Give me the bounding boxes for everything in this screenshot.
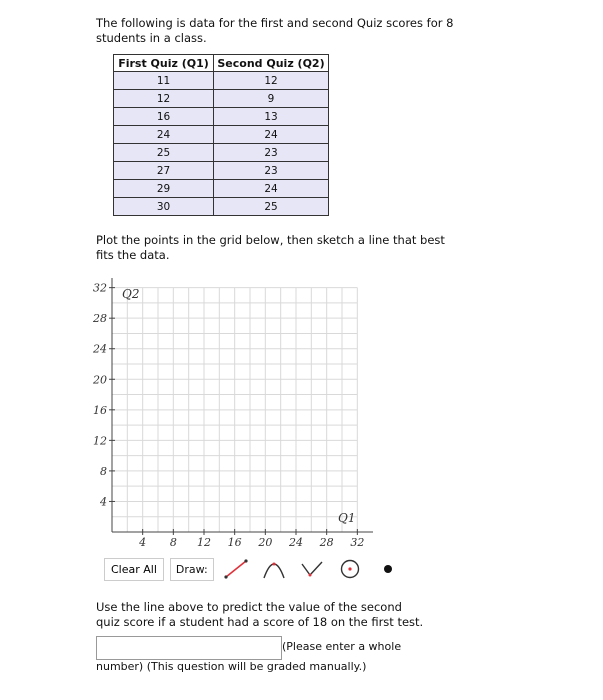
x-axis-label: Q1 xyxy=(338,511,356,525)
table-row xyxy=(114,72,329,90)
answer-input[interactable] xyxy=(96,636,282,660)
answer-hint: (Please enter a whole xyxy=(282,640,402,653)
y-tick-label: 4 xyxy=(100,495,107,509)
table-row xyxy=(114,144,329,162)
table-cell: 29 xyxy=(114,180,214,198)
y-tick-label: 28 xyxy=(93,312,107,326)
y-axis-label: Q2 xyxy=(122,287,140,301)
x-tick-label: 8 xyxy=(169,536,177,549)
y-tick-label: 12 xyxy=(93,434,107,448)
table-cell: 25 xyxy=(114,144,214,162)
x-tick-label: 12 xyxy=(197,536,211,549)
grid-lines xyxy=(112,288,357,532)
clear-all-button[interactable]: Clear All xyxy=(104,558,164,581)
y-tick-label: 8 xyxy=(100,464,107,478)
table-row xyxy=(114,162,329,180)
table-cell: 24 xyxy=(114,126,214,144)
table-cell: 9 xyxy=(214,90,329,108)
table-cell: 23 xyxy=(214,162,329,180)
table-cell: 24 xyxy=(214,126,329,144)
table-cell: 12 xyxy=(214,72,329,90)
circle-icon[interactable] xyxy=(334,556,366,582)
graph-canvas[interactable] xyxy=(80,270,380,550)
parabola-icon[interactable] xyxy=(258,556,290,582)
header-q2: Second Quiz (Q2) xyxy=(214,55,329,72)
x-tick-label: 4 xyxy=(139,536,147,549)
y-tick-label: 24 xyxy=(93,342,107,356)
point-icon[interactable] xyxy=(372,556,404,582)
table-cell: 30 xyxy=(114,198,214,216)
intro-text: The following is data for the first and second Quiz scores for 8 students in a class. xyxy=(96,16,454,45)
table-cell: 25 xyxy=(214,198,329,216)
x-tick-label: 32 xyxy=(350,536,365,549)
table-cell: 12 xyxy=(114,90,214,108)
draw-label: Draw: xyxy=(170,558,214,581)
table-row xyxy=(114,126,329,144)
table-cell: 27 xyxy=(114,162,214,180)
axes xyxy=(109,278,373,535)
table-row xyxy=(114,198,329,216)
table-row xyxy=(114,180,329,198)
plot-instruction: Plot the points in the grid below, then sketch a line that best fits the data. xyxy=(96,233,445,262)
table-cell: 24 xyxy=(214,180,329,198)
table-cell: 23 xyxy=(214,144,329,162)
tick-labels xyxy=(92,282,364,549)
quiz-data-table xyxy=(113,54,329,216)
manual-grading-note: number) (This question will be graded manually.) xyxy=(96,660,367,673)
x-tick-label: 16 xyxy=(227,536,242,549)
x-tick-label: 28 xyxy=(319,536,334,549)
predict-question: Use the line above to predict the value of the second quiz score if a student had a score of 18 on the first test. xyxy=(96,600,424,629)
x-tick-label: 24 xyxy=(289,536,303,549)
table-cell: 16 xyxy=(114,108,214,126)
y-tick-label: 16 xyxy=(93,403,107,417)
table-cell: 11 xyxy=(114,72,214,90)
y-tick-label: 20 xyxy=(93,373,107,387)
line-segment-icon[interactable] xyxy=(220,556,252,582)
check-mark-icon[interactable] xyxy=(296,556,328,582)
header-q1: First Quiz (Q1) xyxy=(114,55,214,72)
table-row xyxy=(114,108,329,126)
y-tick-label: 32 xyxy=(93,281,107,295)
table-cell: 13 xyxy=(214,108,329,126)
table-row xyxy=(114,90,329,108)
draw-toolbar xyxy=(104,556,404,582)
x-tick-label: 20 xyxy=(258,536,273,549)
